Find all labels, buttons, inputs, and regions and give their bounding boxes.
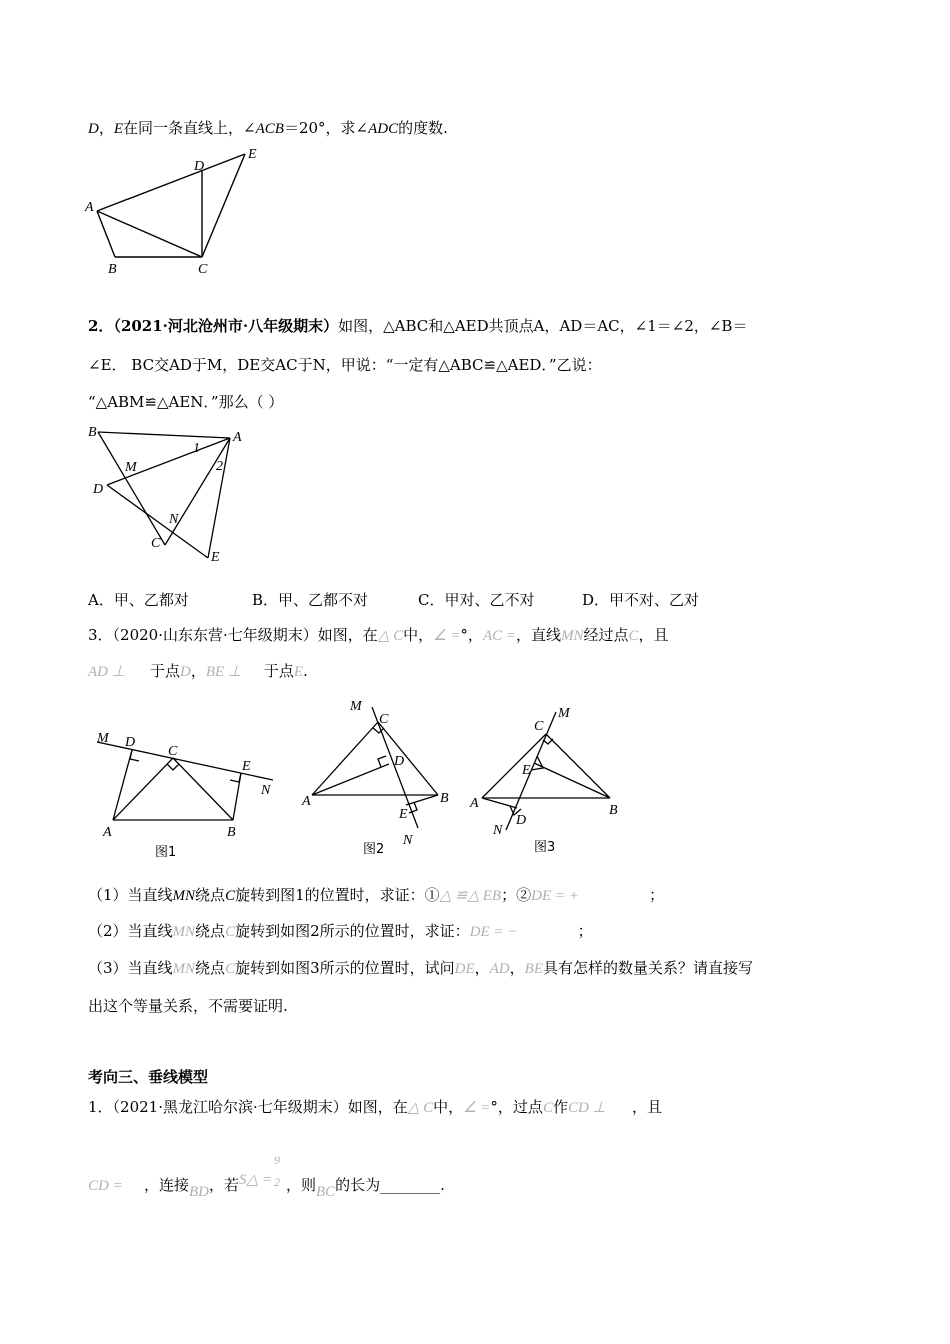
label-a: A (470, 796, 479, 811)
figure-q2 (85, 420, 260, 570)
seg-ac (482, 734, 546, 798)
label-b: B (440, 791, 449, 806)
label-c: C (379, 712, 389, 727)
q2-options (88, 590, 699, 610)
q3-part3-cont (88, 996, 288, 1016)
label-m: M (350, 699, 362, 714)
label-b: B (227, 825, 236, 840)
label-d: D (394, 754, 405, 769)
formula: BE (524, 961, 543, 977)
formula: △ ≌△ EB (439, 888, 502, 904)
var-d: D (88, 121, 99, 137)
seg-ad (482, 798, 517, 808)
formula: DE = + (531, 888, 579, 904)
seg-ba (98, 432, 230, 438)
text: （2）当直线 (88, 922, 173, 940)
text: 出这个等量关系，不需要证明. (88, 997, 288, 1015)
formula: C (628, 628, 639, 644)
var-mn: MN (172, 888, 196, 904)
label-1: 1 (193, 441, 200, 456)
var-adc: ADC (368, 121, 399, 137)
formula: BE ⊥ (205, 664, 242, 680)
fraction (272, 1153, 286, 1190)
q2-line3 (88, 392, 283, 412)
option-b[interactable]: B．甲、乙都不对 (252, 591, 369, 609)
text: ，直线 (515, 626, 561, 644)
label-e: E (211, 550, 220, 565)
text: 中， (433, 1098, 464, 1116)
var-e: E (113, 121, 124, 137)
text: . (303, 662, 308, 680)
formula: CD ⊥ (567, 1100, 606, 1116)
text: 如图，在 (317, 626, 378, 644)
option-d[interactable]: D．甲不对、乙对 (582, 591, 700, 609)
text: 于点 (263, 662, 294, 680)
option-c[interactable]: C．甲对、乙不对 (418, 591, 535, 609)
numerator: 9 (273, 1153, 280, 1167)
label-n: N (261, 783, 271, 798)
label-c: C (151, 536, 161, 551)
q3-part3 (88, 958, 753, 979)
s1-number: 1． (88, 1098, 113, 1116)
formula: E (293, 664, 304, 680)
q2-source: （2021·河北沧州市·八年级期末） (113, 317, 339, 335)
text: °， (460, 626, 483, 644)
formula: CD = (88, 1178, 123, 1194)
formula: C (225, 961, 236, 977)
text: 经过点 (583, 626, 629, 644)
formula: MN (561, 628, 584, 644)
q2-text: ∠E． BC交AD于M，DE交AC于N，甲说：“一定有△ABC≌△AED．”乙说： (88, 356, 602, 374)
formula: △ C (377, 628, 404, 644)
text: ，则 (285, 1176, 316, 1194)
q3-part1 (88, 885, 664, 906)
formula: C (542, 1100, 553, 1116)
text: 旋转到如图2所示的位置时，求证： (235, 922, 470, 940)
q3-number: 3． (88, 626, 113, 644)
formula: ∠ = (433, 628, 461, 644)
q2-number: 2． (88, 317, 114, 335)
q2-line1 (88, 316, 747, 336)
formula: BC (315, 1184, 336, 1200)
text: ，若 (209, 1176, 240, 1194)
text: 的度数. (398, 119, 448, 137)
denominator: 2 (273, 1175, 280, 1189)
formula: AD (489, 961, 510, 977)
seg-ad (312, 764, 389, 795)
label-m: M (558, 706, 570, 721)
text: °，过点 (490, 1098, 543, 1116)
label-n: N (493, 823, 503, 838)
subfigure-1 (97, 742, 273, 820)
right-angle-d (130, 750, 139, 761)
text: 绕点 (195, 959, 226, 977)
option-a[interactable]: A．甲、乙都对 (88, 591, 189, 609)
s1-source: （2021·黑龙江哈尔滨·七年级期末） (112, 1098, 348, 1116)
formula: C (225, 924, 236, 940)
label-a: A (103, 825, 112, 840)
label-d: D (93, 482, 104, 497)
var-acb: ACB (255, 121, 284, 137)
formula: MN (172, 961, 196, 977)
formula: AC = (482, 628, 516, 644)
text: ； (649, 886, 665, 904)
subfigure-2 (312, 707, 438, 828)
label-n: N (403, 833, 413, 848)
formula: S△ = (239, 1172, 272, 1188)
text: ，连接 (144, 1176, 190, 1194)
text: 绕点 (195, 886, 226, 904)
s1-line1 (88, 1097, 662, 1118)
q3-line1 (88, 625, 669, 646)
text: 作 (552, 1098, 568, 1116)
text: ；② (501, 886, 532, 904)
label-b: B (609, 803, 618, 818)
text: （1）当直线 (88, 886, 173, 904)
text: 具有怎样的数量关系？请直接写 (542, 959, 753, 977)
text: ， (190, 662, 206, 680)
text: 于点 (150, 662, 181, 680)
q3-line2 (88, 661, 308, 682)
formula: BD (189, 1184, 210, 1200)
section-title: 考向三、垂线模型 (88, 1068, 209, 1086)
seg-bc (98, 432, 165, 545)
formula: AD ⊥ (88, 664, 125, 680)
formula: ∠ = (463, 1100, 491, 1116)
text: ， (509, 959, 525, 977)
caption-fig1: 图1 (155, 845, 177, 860)
figure-q3 (85, 690, 645, 865)
text: （3）当直线 (88, 959, 173, 977)
formula: △ C (407, 1100, 434, 1116)
label-e: E (242, 759, 251, 774)
seg-ce (202, 154, 245, 257)
label-c: C (534, 719, 544, 734)
label-n: N (169, 512, 179, 527)
label-b: B (108, 262, 117, 277)
q3-part2 (88, 921, 593, 942)
label-d: D (125, 735, 136, 750)
figure-q1 (80, 140, 280, 280)
q1-text (88, 118, 448, 139)
text: 绕点 (195, 922, 226, 940)
label-e: E (522, 763, 531, 778)
text: 旋转到如图3所示的位置时，试问 (235, 959, 455, 977)
formula: DE = − (469, 924, 518, 940)
q2-text: 如图，△ABC和△AED共顶点A，AD＝AC，∠1＝∠2，∠B＝ (338, 317, 748, 335)
formula: DE (454, 961, 475, 977)
label-m: M (125, 460, 137, 475)
text: ，且 (631, 1098, 662, 1116)
right-angle-c (373, 728, 384, 733)
right-angle-c (167, 764, 179, 770)
caption-fig2: 图2 (363, 842, 385, 857)
seg-ae (97, 154, 245, 211)
caption-fig3: 图3 (534, 840, 556, 855)
text: ， (474, 959, 490, 977)
q2-line2 (88, 355, 602, 375)
q3-source: （2020·山东东营·七年级期末） (112, 626, 318, 644)
label-e: E (399, 807, 408, 822)
label-a: A (85, 200, 94, 215)
formula: MN (172, 924, 196, 940)
text: 如图，在 (347, 1098, 408, 1116)
text: ＝20°，求∠ (283, 119, 369, 137)
label-d: D (516, 813, 527, 828)
seg-bc (378, 722, 438, 795)
var-c: C (225, 888, 236, 904)
text: 在同一条直线上，∠ (123, 119, 256, 137)
label-e: E (248, 147, 257, 162)
text: 的长为________. (335, 1176, 445, 1194)
seg-bc (173, 758, 233, 820)
label-a: A (302, 794, 311, 809)
subfigure-3 (482, 712, 610, 830)
seg-be (406, 795, 438, 805)
text: 中， (403, 626, 434, 644)
label-c: C (168, 744, 178, 759)
label-b: B (88, 425, 97, 440)
label-2: 2 (216, 459, 223, 474)
label-m: M (97, 731, 109, 746)
text: ； (577, 922, 593, 940)
seg-ac (312, 722, 378, 795)
text: 旋转到图1的位置时，求证：① (235, 886, 440, 904)
label-c: C (198, 262, 208, 277)
formula: D (180, 664, 191, 680)
q2-text: “△ABM≌△AEN．”那么（ ） (88, 393, 284, 411)
text: ，且 (638, 626, 669, 644)
sep: ， (98, 119, 114, 137)
s1-line2 (88, 1153, 445, 1200)
seg-be (534, 763, 610, 798)
label-a: A (233, 430, 242, 445)
seg-bc (546, 734, 610, 798)
right-angle-e (230, 773, 241, 782)
label-d: D (194, 159, 205, 174)
